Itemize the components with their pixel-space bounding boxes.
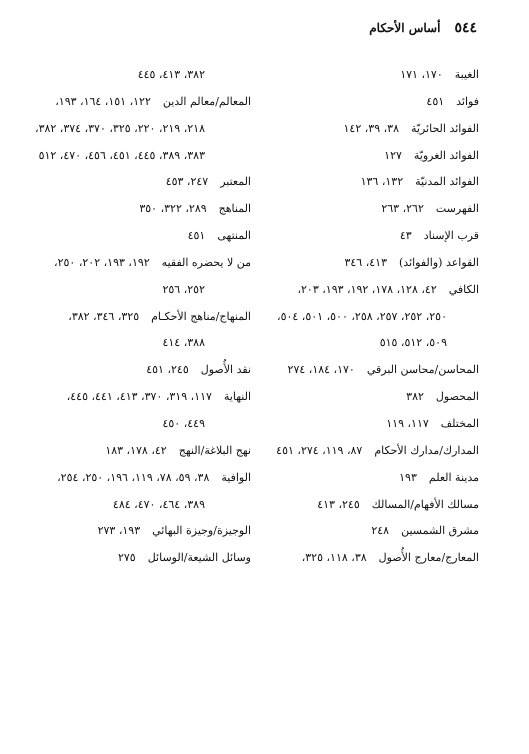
index-page-refs: ٣٨٢ [406,390,424,404]
index-entry [11,518,251,545]
index-page-refs: ٢١٨، ٢١٩، ٢٢٠، ٣٢٥، ٣٧٠، ٣٧٤، ٣٨٢، [35,121,205,135]
index-page-refs: ٤٣ [399,229,412,243]
index-column-right [249,62,479,572]
index-page-refs: ٢٥٢، ٢٥٦ [162,282,205,296]
index-entry [249,492,479,519]
index-page-refs: ١٢٧ [384,148,402,162]
index-entry [249,223,479,250]
index-entry [11,169,251,196]
index-page-refs: ١٧٠، ١٧١ [400,68,443,81]
index-term: قرب الإسناد [423,229,479,243]
index-page-refs: ٢٤٥، ٤٥١ [146,363,189,377]
index-term: النهاية [223,390,251,404]
index-entry [11,223,251,250]
index-entry [11,411,251,438]
index-page-refs: ٣٨٣، ٣٨٩، ٤٤٥، ٤٥١، ٤٥٦، ٤٧٠، ٥١٢ [38,148,205,162]
index-page-refs: ٢٤٥، ٤١٣ [317,497,360,511]
index-entry [11,116,251,143]
index-page-refs: ١١٧، ٣١٩، ٣٧٠، ٤١٣، ٤٤١، ٤٤٥، [66,390,212,404]
index-page-refs: ٨٧، ١١٩، ٢٧٤، ٤٥١ [276,443,363,457]
index-entry [11,143,251,170]
index-entry [249,250,479,277]
index-term: وسائل الشيعة/الوسائل [147,551,251,565]
index-entry [249,411,479,438]
index-term: فوائد [456,94,479,108]
index-page-refs: ٣٨، ١١٨، ٣٢٥، [301,551,367,565]
index-entry [11,277,251,304]
index-entry [11,438,251,465]
index-term: مدينة العلم [428,470,479,484]
index-page-refs: ٢٦٢، ٢٦٣ [381,202,424,216]
index-page-refs: ٢٤٨ [371,524,390,538]
index-term: القواعد (والفوائد) [399,255,479,269]
index-term: المعتبر [220,175,251,189]
index-term: المنهاج/مناهج الأحكـام [151,309,251,323]
index-entry [249,438,479,465]
index-term: الوافية [221,470,251,484]
index-page-refs: ٣٨٢، ٤١٣، ٤٤٥ [137,68,205,81]
index-term: المحصول [435,390,479,404]
index-entry [11,384,251,411]
index-page-refs: ٤٢، ١٧٨، ١٨٣ [105,443,167,457]
index-page-refs: ٢٨٩، ٣٢٢، ٣٥٠ [139,202,207,216]
index-column-left [11,62,251,572]
index-page-refs: ٤٥١ [187,229,206,243]
index-entry [11,545,251,572]
index-entry [11,304,251,331]
index-page-refs: ١٧٠، ١٨٤، ٢٧٤ [287,363,355,377]
index-entry [11,465,251,492]
index-entry [11,330,251,357]
index-entry [11,492,251,519]
index-term: مشرق الشمسين [401,524,479,538]
index-term: من لا يحضره الفقيه [161,255,251,269]
index-entry [249,357,479,384]
index-term: المحاسن/محاسن البرقي [366,363,479,377]
index-page-refs: ٣٨، ٣٩، ١٤٢ [343,121,399,135]
running-title: أساس الأحكام [369,21,441,35]
index-term: نقد الأُصول [200,363,251,377]
index-entry [249,465,479,492]
index-term: الغيبة [454,68,479,81]
index-page-refs: ٤٢، ١٢٨، ١٧٨، ١٩٢، ١٩٣، ٢٠٣، [297,282,437,296]
index-page-refs: ٢٧٥ [117,551,136,565]
index-entry [249,277,479,304]
index-entry [249,116,479,143]
index-page-refs: ٣٨٩، ٤٦٤، ٤٧٠، ٤٨٤ [112,497,205,511]
index-entry [249,143,479,170]
index-page-refs: ١٣٢، ١٣٦ [360,175,404,189]
index-page-refs: ٢٥٠، ٢٥٢، ٢٥٧، ٢٥٨، ٥٠٠، ٥٠١، ٥٠٤، [277,309,447,323]
index-page-refs: ٣٢٥، ٣٤٦، ٣٨٢، [68,309,140,323]
index-term: نهج البلاغة/النهج [178,443,251,457]
index-page-refs: ١١٧، ١١٩ [386,416,429,430]
index-page-refs: ١٩٣ [399,470,417,484]
index-page-refs: ١٩٢، ١٩٣، ٢٠٢، ٢٥٠، [54,255,150,269]
page-header [369,20,477,36]
index-term: المنتهى [217,229,251,243]
index-entry [249,62,479,89]
index-term: المعارج/معارج الأُصول [378,551,479,565]
index-entry [11,89,251,116]
index-entry [249,304,479,331]
index-entry [249,89,479,116]
index-page-refs: ٤٥١ [426,94,445,108]
index-term: المعالم/معالم الدين [162,94,251,108]
index-page-refs: ٢٤٧، ٤٥٣ [165,175,209,189]
index-entry [11,357,251,384]
page-number: ٥٤٤ [454,20,477,36]
index-entry [249,330,479,357]
index-entry [11,196,251,223]
index-term: الكافي [448,282,479,296]
index-term: المدارك/مدارك الأحكام [374,443,479,457]
index-term: الفوائد الغرويّة [413,148,479,162]
index-entry [11,62,251,89]
index-term: المختلف [440,416,479,430]
index-entry [249,518,479,545]
index-page-refs: ١٢٢، ١٥١، ١٦٤، ١٩٣، [55,94,151,108]
index-term: الوجيزة/وجيزة البهائي [152,524,251,538]
index-entry [249,196,479,223]
index-term: الفوائد المدنيّة [415,175,479,189]
index-entry [249,169,479,196]
index-page-refs: ٣٨٨، ٤١٤ [162,336,205,350]
index-page-refs: ٤٤٩، ٤٥٠ [162,416,205,430]
index-page-refs: ٤١٣، ٣٤٦ [344,255,387,269]
index-page-refs: ٥٠٩، ٥١٢، ٥١٥ [379,336,447,350]
index-term: الفوائد الحائريّة [411,121,479,135]
index-entry [249,384,479,411]
index-page-refs: ٣٨، ٥٩، ٧٨، ١١٩، ١٩٦، ٢٥٠، ٢٥٤، [57,470,210,484]
index-entry [11,250,251,277]
index-entry [249,545,479,572]
index-term: المناهج [218,202,251,216]
index-term: الفهرست [435,202,479,216]
index-term: مسالك الأفهام/المسالك [371,497,479,511]
index-page-refs: ١٩٣، ٢٧٣ [97,524,141,538]
